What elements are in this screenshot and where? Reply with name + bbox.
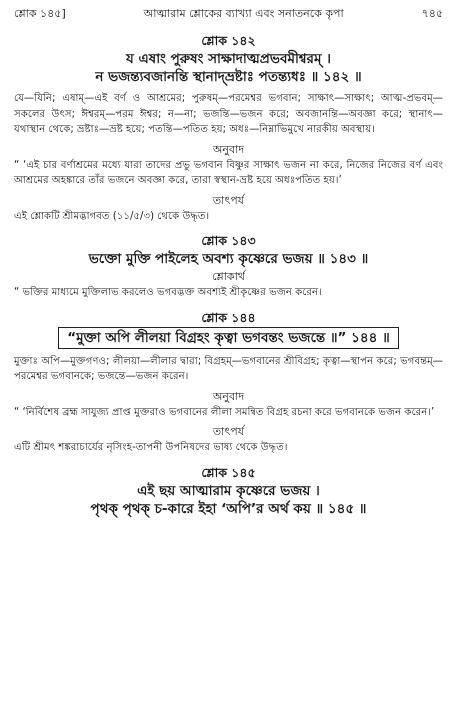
page-header [14, 6, 443, 22]
header-chapter-title: আত্মারাম শ্লোকের ব্যাখ্যা এবং সনাতনকে কৃপা [143, 7, 344, 20]
header-verse-ref: শ্লোক ১৪৫] [14, 7, 66, 20]
sloka-143-meaning: “ ভক্তির মাধ্যমে মুক্তিলাভ করলেও ভগবদ্ভক্ত অবশ্যই শ্রীকৃষ্ণের ভজন করেন। [14, 287, 322, 298]
sloka-143-meaning-label: শ্লোকার্থ [212, 270, 245, 283]
sloka-144-purport-label: তাৎপর্য [212, 425, 245, 438]
sloka-142-translation-label: অনুবাদ [212, 142, 245, 156]
sloka-144-purport: এটি শ্রীমৎ শঙ্করাচার্যের নৃসিংহ-তাপনী উপনিষদের ভাষ্য থেকে উদ্ধৃত। [14, 442, 288, 453]
sloka-142-heading: শ্লোক ১৪২ [201, 33, 256, 48]
sloka-144-heading: শ্লোক ১৪৪ [201, 309, 256, 325]
sloka-143-verse-line-1: ভক্তো মুক্তি পাইলেহ অবশ্য কৃষ্ণেরে ভজয় ॥ ১৪৩ ॥ [88, 251, 369, 267]
sloka-142-purport: এই শ্লোকটি শ্রীমদ্ভাগবত (১১/৫/৩) থেকে উদ্ধৃত। [14, 210, 210, 222]
sloka-142-purport-label: তাৎপর্য [212, 193, 245, 207]
sloka-145-heading: শ্লোক ১৪৫ [201, 464, 256, 480]
sloka-145-verse-line-1: এই ছয় আত্মারাম কৃষ্ণেরে ভজয় । [137, 482, 320, 499]
sloka-144-verse-line-1: “মুক্তা অপি লীলয়া বিগ্রহং কৃত্বা ভগবন্তং ভজন্তে ॥” ১৪৪ ॥ [58, 327, 398, 349]
sloka-144-translation-label: অনুবাদ [212, 389, 245, 403]
sloka-145-verse-line-2: পৃথক্ পৃথক্ চ-কারে ইহা ‘অপি’র অর্থ কয় ॥ ১৪৫ ॥ [90, 500, 367, 517]
sloka-143-heading: শ্লোক ১৪৩ [201, 233, 256, 248]
header-page-number: ৭৪৫ [421, 7, 443, 20]
sloka-144-synonyms: মুক্তাঃ অপি—মুক্তগণও; লীলয়া—লীলার দ্বারা; বিগ্রহম্—ভগবানের শ্রীবিগ্রহ; কৃত্বা—স্থাপন করে; ভগবন্তম্—পরমেশ্বর ভগবানকে; ভজন্তে—ভজন করেন। [14, 355, 443, 382]
sloka-142-verse-line-1: য এষাং পুরুষং সাক্ষাদাত্মপ্রভবমীশ্বরম্ । [126, 51, 331, 67]
sloka-142-synonyms: যে—যিনি; এষাম্—এই বর্ণ ও আশ্রমের; পুরুষম্—পরমেশ্বর ভগবান; সাক্ষাৎ—সাক্ষাৎ; আত্ম-প্রভবম্—সকলের উৎস; ঈশ্বরম্—পরম ঈশ্বর; ন—না; ভজন্তি—ভজন করে; অবজানন্তি—অবজ্ঞা করে; স্থানাৎ—যথাস্থান থেকে; ভ্রষ্টাঃ—ভ্রষ্ট হয়ে; পতন্তি—পতিত হয়; অধঃ—নিম্নাভিমুখে নারকীয় অবস্থায়। [14, 93, 443, 135]
sloka-142-translation: “ ‘এই চার বর্ণাশ্রমের মধ্যে যারা তাদের প্রভু ভগবান বিষ্ণুর সাক্ষাৎ ভজন না করে, নিজের নিজের বর্ণ এবং আশ্রমের অহঙ্কারে তাঁর ভজনে অবজ্ঞা করে, তারা স্বস্থান-ভ্রষ্ট হয়ে অধঃপতিত হয়।’ [14, 159, 443, 186]
sloka-142-verse-line-2: ন ভজন্ত্যবজানন্তি স্থানাদ্‌ভ্রষ্টাঃ পতন্ত্যধঃ ॥ ১৪২ ॥ [95, 69, 362, 85]
sloka-144-translation: “ ‘নির্বিশেষ ব্রহ্ম সাযুজ্য প্রাপ্ত মুক্তরাও ভগবানের লীলা সমন্বিত বিগ্রহ রচনা করে ভগবানকে ভজন করেন।’ [14, 406, 435, 418]
